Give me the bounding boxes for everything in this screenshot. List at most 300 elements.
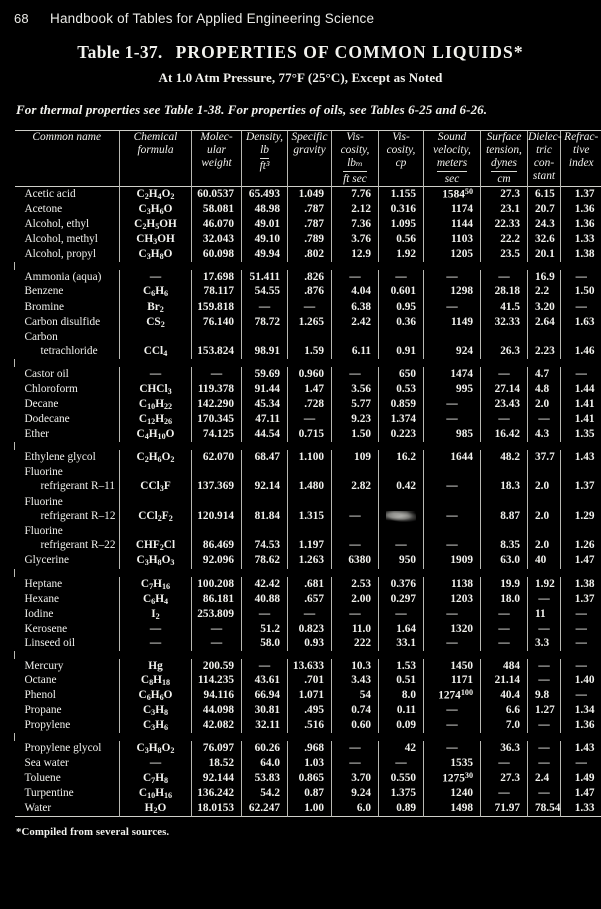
cell-surface	[481, 495, 528, 509]
cell-chemical-formula: —	[120, 622, 192, 636]
cell-sg: .701	[288, 673, 332, 688]
cell-refractive: 1.38	[561, 247, 601, 262]
cell-chemical-formula: $C_2H_6O_2$	[120, 450, 192, 465]
cell-refractive: 1.37	[561, 479, 601, 494]
cell-sg: .789	[288, 232, 332, 247]
cross-reference-note: For thermal properties see Table 1-38. For properties of oils, see Tables 6-25 and 6-26.	[16, 102, 488, 117]
cell-common-name: Mercury	[24, 659, 64, 672]
cell-mw: 76.097	[192, 741, 242, 756]
cell-chemical-formula: —	[120, 367, 192, 381]
column-header-line: Dielec-	[528, 131, 562, 143]
cell-common-name: Propylene	[24, 719, 71, 732]
cell-density: 51.411	[242, 270, 288, 284]
cell-visc_cp	[379, 465, 424, 479]
cell-surface: —	[481, 786, 528, 801]
cell-sg	[288, 465, 332, 479]
cell-density: 49.94	[242, 247, 288, 262]
cell-sg	[288, 524, 332, 538]
cell-chemical-formula: CCl$_3$F	[120, 479, 192, 494]
rule-bottom	[15, 817, 601, 818]
cell-mw: 159.818	[192, 300, 242, 315]
cell-surface: —	[481, 622, 528, 636]
cell-refractive: 1.47	[561, 553, 601, 568]
cell-refractive: —	[561, 607, 601, 622]
cell-dielectric: 20.1	[528, 247, 561, 262]
cell-refractive: 1.43	[561, 741, 601, 756]
table-row	[15, 397, 601, 412]
cell-visc_lbm: 9.24	[332, 786, 379, 801]
cell-mw: 200.59	[192, 659, 242, 673]
cell-visc_cp: 1.155	[379, 187, 424, 202]
cell-common-name: refrigerant R–12	[40, 509, 116, 522]
cell-surface: 26.3	[481, 344, 528, 359]
cell-sg: .657	[288, 592, 332, 607]
cell-chemical-formula	[120, 495, 192, 509]
cell-common-name: Phenol	[24, 689, 56, 702]
cell-visc_cp: 0.859	[379, 397, 424, 412]
group-spacer	[15, 651, 601, 659]
cell-sound: —	[424, 741, 481, 756]
cell-dielectric	[528, 465, 561, 479]
cell-visc_lbm: 109	[332, 450, 379, 465]
cell-refractive: —	[561, 688, 601, 703]
cell-visc_lbm: 6380	[332, 553, 379, 568]
cell-chemical-formula: $C_3H_6$	[120, 718, 192, 733]
cell-chemical-formula: $C_3H_8$	[120, 703, 192, 718]
table-row	[15, 622, 601, 636]
cell-visc_cp: 1.92	[379, 247, 424, 262]
cell-dielectric: 4.3	[528, 427, 561, 442]
cell-common-name: Benzene	[24, 285, 64, 298]
cell-sg: .876	[288, 284, 332, 299]
column-header-fraction: $\frac{\text{dynes}}{cm}$	[491, 157, 517, 185]
table-row	[15, 592, 601, 607]
cell-sg: .968	[288, 741, 332, 756]
cell-sound: 1498	[424, 801, 481, 817]
cell-common-name: Linseed oil	[24, 637, 76, 650]
cell-surface: 40.4	[481, 688, 528, 703]
cell-refractive: 1.44	[561, 382, 601, 397]
cell-sg: .826	[288, 270, 332, 284]
cell-mw: 17.698	[192, 270, 242, 284]
cell-dielectric: 2.23	[528, 344, 561, 359]
cell-chemical-formula: $C_2H_5OH$	[120, 217, 192, 232]
cell-dielectric: 78.54	[528, 801, 561, 817]
cell-density	[242, 524, 288, 538]
cell-density: 81.84	[242, 509, 288, 524]
cell-common-name: Glycerine	[24, 554, 70, 567]
table-row	[15, 217, 601, 232]
cell-visc_cp: 0.36	[379, 315, 424, 330]
cell-visc_lbm	[332, 495, 379, 509]
cell-refractive: 1.40	[561, 673, 601, 688]
cell-density: 51.2	[242, 622, 288, 636]
cell-refractive: 1.35	[561, 427, 601, 442]
cell-mw: 74.125	[192, 427, 242, 442]
cell-surface: 71.97	[481, 801, 528, 817]
cell-chemical-formula: $CH_3OH$	[120, 232, 192, 247]
table-row	[15, 479, 601, 494]
cell-common-name: Carbon	[24, 330, 58, 343]
cell-mw	[192, 465, 242, 479]
cell-refractive: 1.46	[561, 344, 601, 359]
cell-visc_cp: 0.89	[379, 801, 424, 817]
cell-common-name: Carbon disulfide	[24, 315, 101, 328]
cell-dielectric: 9.8	[528, 688, 561, 703]
cell-dielectric: 4.7	[528, 367, 561, 381]
cell-density: 98.91	[242, 344, 288, 359]
cell-refractive: 1.33	[561, 232, 601, 247]
cell-refractive: 1.47	[561, 786, 601, 801]
cell-visc_lbm: —	[332, 367, 379, 381]
cell-density: 92.14	[242, 479, 288, 494]
cell-surface: 19.9	[481, 577, 528, 592]
cell-dielectric: —	[528, 741, 561, 756]
cell-surface: 22.2	[481, 232, 528, 247]
column-header-visc_lbm	[332, 131, 379, 186]
cell-sg	[288, 495, 332, 509]
table-row	[15, 509, 601, 524]
cell-common-name: Dodecane	[24, 412, 70, 425]
cell-mw: 142.290	[192, 397, 242, 412]
cell-visc_cp: 0.51	[379, 673, 424, 688]
cell-refractive: 1.36	[561, 202, 601, 217]
cell-refractive: —	[561, 270, 601, 284]
cell-visc_lbm: 4.04	[332, 284, 379, 299]
cell-mw: 114.235	[192, 673, 242, 688]
table-row	[15, 382, 601, 397]
cell-visc_lbm: 12.9	[332, 247, 379, 262]
cell-sg: 1.265	[288, 315, 332, 330]
cell-surface: 27.3	[481, 771, 528, 786]
cell-sg: 0.865	[288, 771, 332, 786]
cell-sg: 1.47	[288, 382, 332, 397]
cell-mw: 92.096	[192, 553, 242, 568]
table-row	[15, 247, 601, 262]
cell-visc_cp	[379, 524, 424, 538]
cell-sg: .802	[288, 247, 332, 262]
cell-visc_lbm: —	[332, 607, 379, 622]
cell-density: 64.0	[242, 756, 288, 770]
table-row	[15, 524, 601, 538]
cell-sg: 1.00	[288, 801, 332, 817]
table-row	[15, 673, 601, 688]
group-spacer	[15, 442, 601, 450]
table-foot	[15, 817, 601, 818]
cell-density: 47.11	[242, 412, 288, 427]
cell-density: —	[242, 300, 288, 315]
cell-common-name: Acetone	[24, 202, 63, 215]
cell-density: 65.493	[242, 187, 288, 202]
cell-common-name: Alcohol, propyl	[24, 247, 97, 260]
cell-sg: .516	[288, 718, 332, 733]
cell-surface: 22.33	[481, 217, 528, 232]
cell-visc_lbm: 2.82	[332, 479, 379, 494]
cell-sound: 1474	[424, 367, 481, 381]
column-header-density	[242, 131, 288, 186]
cell-common-name: refrigerant R–11	[40, 480, 116, 493]
cell-refractive: 1.29	[561, 509, 601, 524]
cell-refractive: —	[561, 756, 601, 770]
cell-density: 66.94	[242, 688, 288, 703]
cell-visc_cp: 0.550	[379, 771, 424, 786]
cell-refractive: 1.26	[561, 538, 601, 553]
cell-sound: 1320	[424, 622, 481, 636]
cell-visc_lbm: —	[332, 741, 379, 756]
cell-mw: 78.117	[192, 284, 242, 299]
cell-mw: 253.809	[192, 607, 242, 622]
cell-refractive: 1.38	[561, 577, 601, 592]
table-row	[15, 344, 601, 359]
cell-common-name: Water	[24, 802, 52, 815]
cell-refractive	[561, 465, 601, 479]
cell-refractive: 1.63	[561, 315, 601, 330]
cell-dielectric: 4.8	[528, 382, 561, 397]
cell-dielectric: —	[528, 592, 561, 607]
cell-density: 59.69	[242, 367, 288, 381]
cell-sound	[424, 524, 481, 538]
cell-dielectric: —	[528, 786, 561, 801]
table-name: PROPERTIES OF COMMON LIQUIDS*	[175, 42, 524, 62]
cell-dielectric	[528, 495, 561, 509]
cell-sg: 0.87	[288, 786, 332, 801]
cell-refractive: 1.41	[561, 397, 601, 412]
cell-chemical-formula: —	[120, 270, 192, 284]
cell-sound: —	[424, 479, 481, 494]
cell-mw: 32.043	[192, 232, 242, 247]
table-row	[15, 450, 601, 465]
column-header-sg	[288, 131, 332, 186]
cell-visc_lbm: 3.56	[332, 382, 379, 397]
cell-sg: .787	[288, 202, 332, 217]
cell-mw: 18.0153	[192, 801, 242, 817]
cell-common-name: Propylene glycol	[24, 742, 102, 755]
cell-sound: 1171	[424, 673, 481, 688]
cell-common-name: Propane	[24, 704, 62, 717]
cell-surface: —	[481, 270, 528, 284]
running-head	[14, 0, 587, 26]
table-row	[15, 330, 601, 344]
column-header-line: Surface	[486, 131, 522, 143]
cell-mw: 42.082	[192, 718, 242, 733]
book-title: Handbook of Tables for Applied Engineering Science	[50, 11, 375, 26]
column-header-fraction: $\frac{\text{lbₘ}}{\text{ft sec}}$	[343, 157, 367, 185]
cell-sg: —	[288, 607, 332, 622]
cell-surface: 18.3	[481, 479, 528, 494]
cell-sound: —	[424, 538, 481, 553]
cell-sg: 13.633	[288, 659, 332, 673]
table-row	[15, 465, 601, 479]
cell-sg: 0.715	[288, 427, 332, 442]
cell-surface: —	[481, 756, 528, 770]
cell-visc_cp: 0.09	[379, 718, 424, 733]
cell-sg: 1.315	[288, 509, 332, 524]
cell-visc_cp: 0.316	[379, 202, 424, 217]
properties-table	[14, 130, 601, 817]
cell-density: 91.44	[242, 382, 288, 397]
cell-visc_cp: —	[379, 607, 424, 622]
table-row	[15, 688, 601, 703]
column-header-mw	[192, 131, 242, 186]
cell-surface: 27.3	[481, 187, 528, 202]
cell-common-name: Alcohol, ethyl	[24, 217, 90, 230]
cell-chemical-formula: CCl$_4$	[120, 344, 192, 359]
cell-visc_cp: 0.91	[379, 344, 424, 359]
cell-visc_cp: 1.374	[379, 412, 424, 427]
cell-refractive: 1.34	[561, 703, 601, 718]
cell-surface: 18.0	[481, 592, 528, 607]
cell-visc_lbm: 1.50	[332, 427, 379, 442]
cell-chemical-formula: $C_3H_8O_2$	[120, 741, 192, 756]
cell-visc_cp: 0.42	[379, 479, 424, 494]
cell-sound: 1149	[424, 315, 481, 330]
cell-visc_lbm: 54	[332, 688, 379, 703]
page-number: 68	[14, 11, 29, 26]
cell-visc_cp: 0.53	[379, 382, 424, 397]
column-header-line: cosity,	[340, 144, 370, 156]
cell-dielectric	[528, 524, 561, 538]
cell-mw: 92.144	[192, 771, 242, 786]
column-header-line: tric	[536, 144, 552, 156]
cell-sound	[424, 495, 481, 509]
cell-dielectric: —	[528, 659, 561, 673]
cell-common-name: refrigerant R–22	[40, 539, 116, 552]
column-header-visc_cp	[379, 131, 424, 186]
cell-mw: 86.181	[192, 592, 242, 607]
group-spacer	[15, 359, 601, 367]
cell-dielectric: 40	[528, 553, 561, 568]
cell-mw: 44.098	[192, 703, 242, 718]
cell-visc_lbm: 7.76	[332, 187, 379, 202]
column-header-line: Density,	[245, 131, 283, 143]
cell-chemical-formula: $C_6H_6$	[120, 284, 192, 299]
table-row	[15, 741, 601, 756]
cell-density	[242, 495, 288, 509]
cell-refractive: 1.37	[561, 187, 601, 202]
cell-density	[242, 330, 288, 344]
column-header-fraction: $\frac{\text{meters}}{\sec}$	[436, 157, 468, 185]
cell-visc_cp: 650	[379, 367, 424, 381]
cell-chemical-formula	[120, 465, 192, 479]
cell-sound: 1450	[424, 659, 481, 673]
cell-visc_cp: 0.297	[379, 592, 424, 607]
cell-surface: 23.5	[481, 247, 528, 262]
table-row	[15, 636, 601, 650]
cell-mw: 94.116	[192, 688, 242, 703]
cell-surface: 23.1	[481, 202, 528, 217]
table-row	[15, 427, 601, 442]
cell-chemical-formula: $C_{12}H_{26}$	[120, 412, 192, 427]
cell-density: 32.11	[242, 718, 288, 733]
cell-chemical-formula: $C_6H_4$	[120, 592, 192, 607]
table-row	[15, 232, 601, 247]
cell-visc_cp: 0.11	[379, 703, 424, 718]
cell-sound: 1275$^{30}$	[424, 771, 481, 786]
cell-chemical-formula	[120, 330, 192, 344]
cell-mw: 136.242	[192, 786, 242, 801]
column-header-line: Specific	[291, 131, 328, 143]
table-row	[15, 659, 601, 673]
cell-refractive: 1.36	[561, 718, 601, 733]
cell-visc_lbm: 10.3	[332, 659, 379, 673]
cell-surface: 23.43	[481, 397, 528, 412]
cell-surface: —	[481, 367, 528, 381]
table-row	[15, 553, 601, 568]
cell-refractive: —	[561, 622, 601, 636]
table-row	[15, 718, 601, 733]
cell-density: 78.62	[242, 553, 288, 568]
table-row	[15, 771, 601, 786]
cell-sound: 1138	[424, 577, 481, 592]
cell-chemical-formula: $CCl_2F_2$	[120, 509, 192, 524]
cell-common-name: Hexane	[24, 592, 59, 605]
cell-mw: 18.52	[192, 756, 242, 770]
cell-dielectric: 1.92	[528, 577, 561, 592]
cell-surface: 27.14	[481, 382, 528, 397]
cell-dielectric: 16.9	[528, 270, 561, 284]
cell-refractive	[561, 495, 601, 509]
footnote: *Compiled from several sources.	[16, 826, 170, 839]
cell-refractive: 1.37	[561, 592, 601, 607]
cell-visc_cp: 1.375	[379, 786, 424, 801]
cell-visc_lbm: 6.38	[332, 300, 379, 315]
table-row	[15, 495, 601, 509]
cell-chemical-formula: $CHF_2Cl$	[120, 538, 192, 553]
cell-sg: 1.100	[288, 450, 332, 465]
cell-dielectric: 2.64	[528, 315, 561, 330]
column-header-refractive	[561, 131, 601, 186]
scan-smudge	[386, 511, 416, 522]
cell-sg: .495	[288, 703, 332, 718]
column-header-sound	[424, 131, 481, 186]
cell-dielectric: 2.4	[528, 771, 561, 786]
cell-dielectric: 2.2	[528, 284, 561, 299]
cell-visc_cp: 1.095	[379, 217, 424, 232]
cell-dielectric: —	[528, 673, 561, 688]
cell-visc_lbm: —	[332, 538, 379, 553]
cell-surface	[481, 465, 528, 479]
cell-sg: —	[288, 412, 332, 427]
column-header-line: Vis-	[346, 131, 364, 143]
cell-mw	[192, 524, 242, 538]
cell-refractive	[561, 524, 601, 538]
column-header-line: weight	[201, 157, 232, 169]
cell-dielectric: —	[528, 412, 561, 427]
cell-chemical-formula: $I_2$	[120, 607, 192, 622]
cell-visc_lbm: 6.0	[332, 801, 379, 817]
cell-sg: .681	[288, 577, 332, 592]
cell-dielectric: 3.20	[528, 300, 561, 315]
cell-mw: 100.208	[192, 577, 242, 592]
cell-sg: 1.480	[288, 479, 332, 494]
table-row	[15, 315, 601, 330]
cell-surface: 41.5	[481, 300, 528, 315]
cell-common-name: Toluene	[24, 771, 61, 784]
cell-sound: 1144	[424, 217, 481, 232]
group-spacer	[15, 569, 601, 577]
group-spacer	[15, 733, 601, 741]
cell-dielectric: 6.15	[528, 187, 561, 202]
cell-sound: —	[424, 703, 481, 718]
cell-sound: 1240	[424, 786, 481, 801]
cell-common-name: Ammonia (aqua)	[24, 271, 102, 284]
cell-mw: 153.824	[192, 344, 242, 359]
cell-common-name: Fluorine	[24, 466, 63, 479]
cell-sg: —	[288, 300, 332, 315]
cell-common-name: Fluorine	[24, 495, 63, 508]
cell-visc_lbm: 5.77	[332, 397, 379, 412]
cell-visc_lbm: 222	[332, 636, 379, 650]
